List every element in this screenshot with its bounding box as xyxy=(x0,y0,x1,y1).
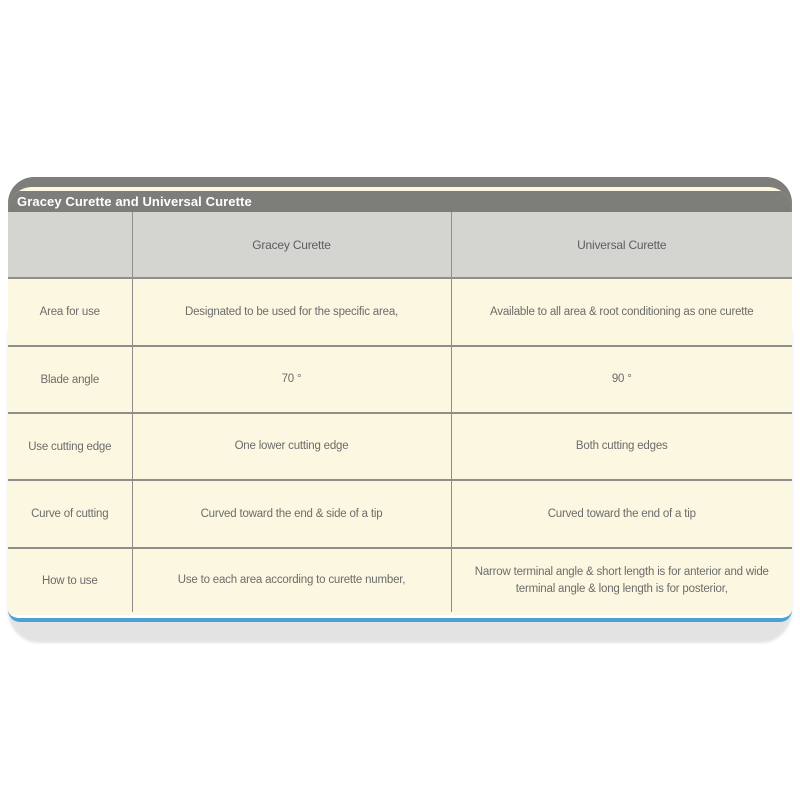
bottom-white-strip xyxy=(8,615,792,618)
row-label: How to use xyxy=(8,548,132,612)
cell-universal: Narrow terminal angle & short length is for anterior and wide terminal angle & long length is for posterior, xyxy=(451,548,792,612)
table-row-area-for-use xyxy=(8,278,792,346)
cell-gracey: Use to each area according to curette number, xyxy=(132,548,451,612)
column-header-universal: Universal Curette xyxy=(451,212,792,278)
column-header-gracey: Gracey Curette xyxy=(132,212,451,278)
table-row-curve-of-cutting xyxy=(8,480,792,548)
card-title-bar xyxy=(8,191,792,212)
cell-gracey: One lower cutting edge xyxy=(132,413,451,480)
comparison-card xyxy=(8,187,792,622)
row-label: Area for use xyxy=(8,278,132,346)
cell-universal: Curved toward the end of a tip xyxy=(451,480,792,548)
cell-universal: Available to all area & root conditioning as one curette xyxy=(451,278,792,346)
row-label: Use cutting edge xyxy=(8,413,132,480)
row-label: Curve of cutting xyxy=(8,480,132,548)
column-header-empty xyxy=(8,212,132,278)
card-title: Gracey Curette and Universal Curette xyxy=(17,194,252,209)
comparison-table xyxy=(8,212,792,612)
table-row-use-cutting-edge xyxy=(8,413,792,480)
cell-universal: 90 ° xyxy=(451,346,792,413)
cell-gracey: 70 ° xyxy=(132,346,451,413)
cell-gracey: Designated to be used for the specific area, xyxy=(132,278,451,346)
cell-universal: Both cutting edges xyxy=(451,413,792,480)
row-label: Blade angle xyxy=(8,346,132,413)
table-row-how-to-use xyxy=(8,548,792,612)
cell-gracey: Curved toward the end & side of a tip xyxy=(132,480,451,548)
table-row-blade-angle xyxy=(8,346,792,413)
column-header-row xyxy=(8,212,792,278)
